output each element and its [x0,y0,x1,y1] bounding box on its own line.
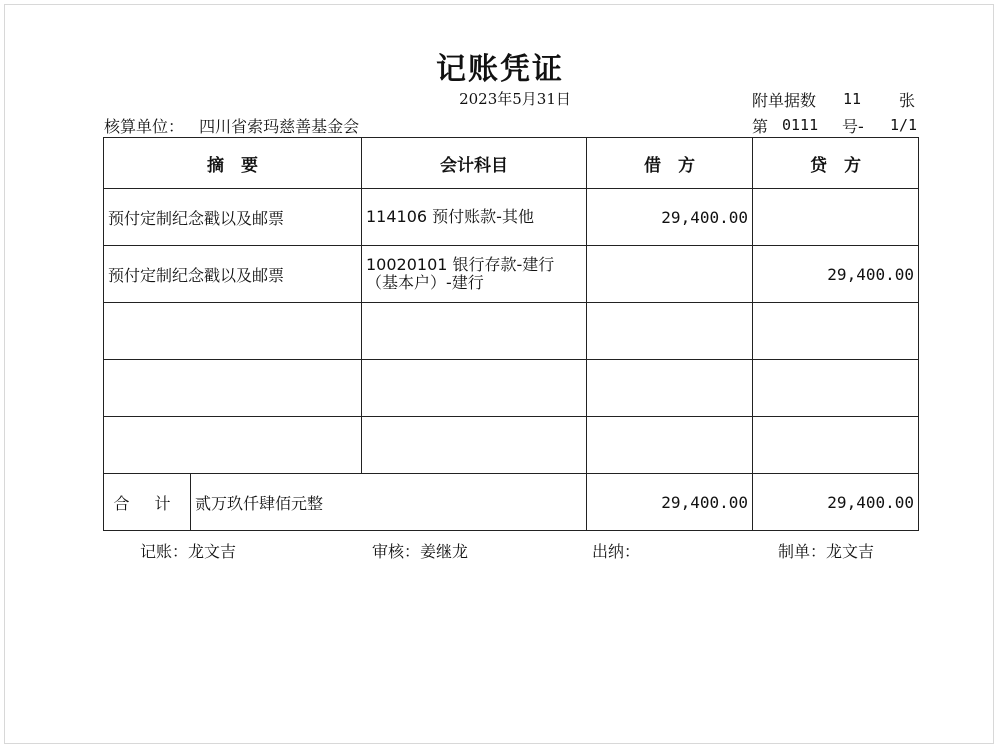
total-amount-in-words: 贰万玖仟肆佰元整 [191,474,587,531]
cell-account [362,303,587,360]
voucher-title: 记账凭证 [436,52,564,87]
bookkeeper-label: 记账： [140,542,189,561]
accounting-unit [104,114,359,137]
total-label: 合 计 [104,474,191,531]
table-row [104,246,919,303]
preparer-name: 龙文吉 [826,542,875,561]
table-row [104,189,919,246]
cell-summary [104,417,362,474]
cell-account: 114106 预付账款-其他 [362,189,587,246]
cell-debit [587,246,753,303]
preparer-label: 制单： [778,542,827,561]
header-account: 会计科目 [362,138,587,189]
cell-credit [753,189,919,246]
cell-debit: 29,400.00 [587,189,753,246]
cell-credit: 29,400.00 [753,246,919,303]
reviewer-name: 姜继龙 [420,542,469,561]
voucher-prefix: 第 [752,117,769,136]
total-credit: 29,400.00 [753,474,919,531]
cell-summary: 预付定制纪念戳以及邮票 [104,189,362,246]
cashier-label: 出纳： [592,542,641,561]
cell-credit [753,417,919,474]
accounting-unit-value: 四川省索玛慈善基金会 [199,117,360,136]
voucher-suffix: 号- [842,117,864,136]
header-summary: 摘 要 [104,138,362,189]
cell-debit [587,303,753,360]
cell-summary: 预付定制纪念戳以及邮票 [104,246,362,303]
cell-account: 10020101 银行存款-建行（基本户）-建行 [362,246,587,303]
header-row [104,138,919,189]
voucher-number: 0111 [782,116,819,134]
header-debit: 借 方 [587,138,753,189]
voucher-table [103,137,919,531]
header-credit: 贷 方 [753,138,919,189]
attachments-unit: 张 [899,91,916,110]
total-debit: 29,400.00 [587,474,753,531]
attachments-count: 11 [843,90,862,108]
footer-cashier [592,539,640,562]
accounting-unit-label: 核算单位： [104,117,185,136]
reviewer-label: 审核： [372,542,421,561]
cell-summary [104,360,362,417]
cell-credit [753,303,919,360]
footer-bookkeeper [140,539,236,562]
cell-account [362,360,587,417]
cell-account [362,417,587,474]
voucher-page: 1/1 [890,116,918,134]
cell-debit [587,417,753,474]
table-row [104,303,919,360]
total-row [104,474,919,531]
voucher-date: 2023年5月31日 [459,90,571,108]
attachments-label: 附单据数 [752,91,817,110]
bookkeeper-name: 龙文吉 [188,542,237,561]
cell-credit [753,360,919,417]
cell-debit [587,360,753,417]
footer-preparer [778,539,874,562]
table-row [104,360,919,417]
table-row [104,417,919,474]
cell-summary [104,303,362,360]
footer-reviewer [372,539,468,562]
